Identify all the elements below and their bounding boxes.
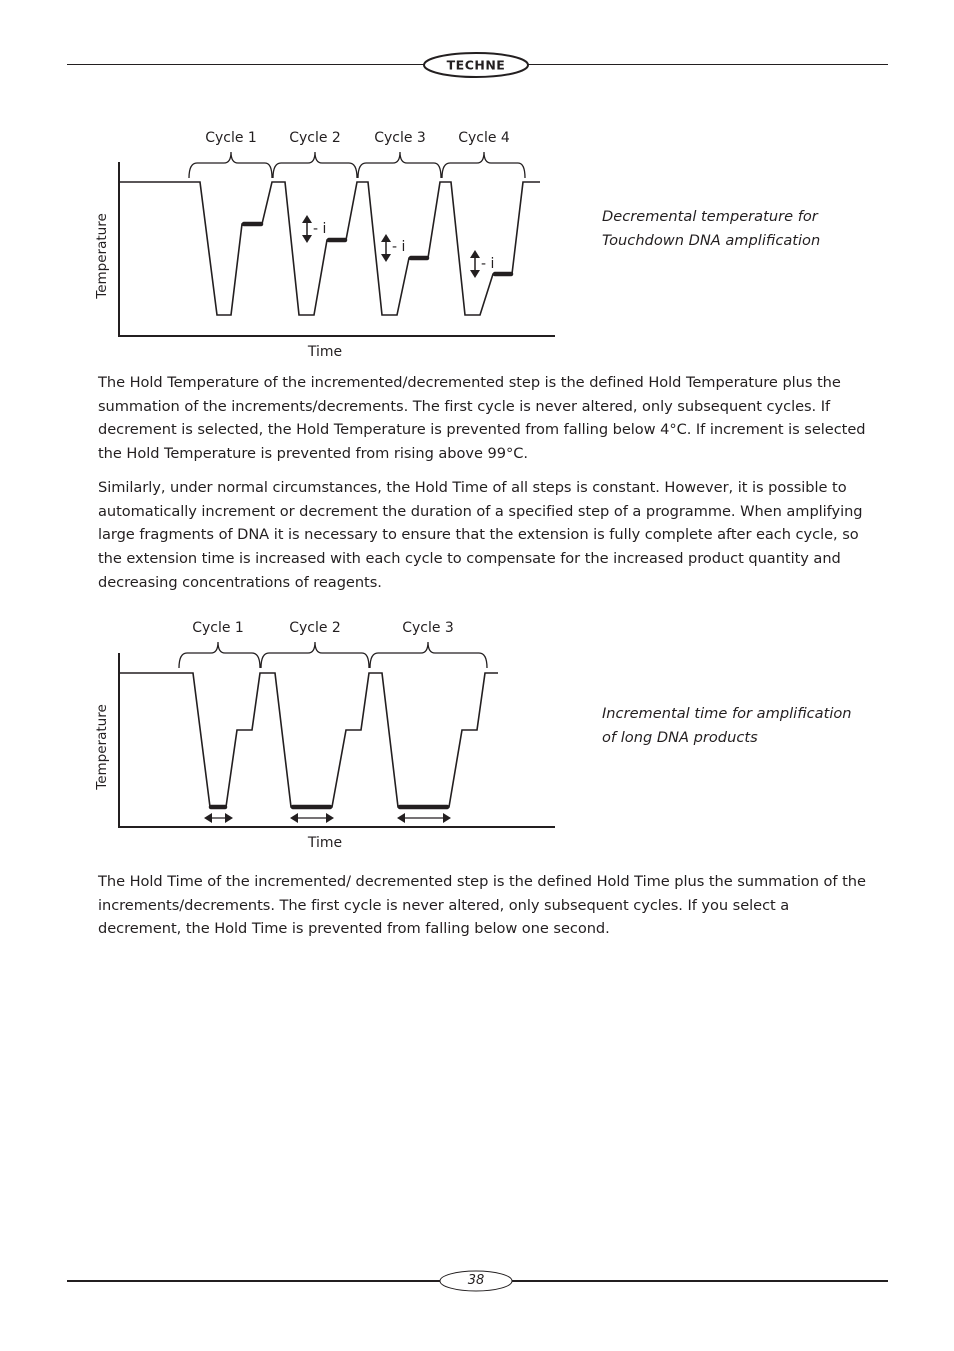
- paragraph: The Hold Time of the incremented/ decremented step is the defined Hold Time plus the summation of the increments/decrements. The first cycle is never altered, only subsequent cycles. If you select a decrement, the Hold Time is prevented from falling below one second.: [98, 873, 866, 938]
- double-arrow-icon: [381, 234, 391, 262]
- y-axis-label: Temperature: [94, 704, 110, 790]
- cycle-braces: [189, 152, 525, 178]
- double-arrow-icon: [302, 215, 312, 243]
- cycle-braces: [179, 642, 487, 668]
- caption-line: Decremental temperature for: [602, 208, 818, 225]
- axes: [118, 162, 555, 336]
- horizontal-double-arrow-icon: [290, 813, 334, 823]
- paragraph: The Hold Temperature of the incremented/decremented step is the defined Hold Temperature plus the summation of the increments/decrements. The first cycle is never altered, only subsequent cycles. If decrement is selected, the Hold Temperature is prevented from falling below 4°C. If increment is selected the Hold Temperature is prevented from rising above 99°C.: [98, 374, 866, 463]
- cycle-label: Cycle 2: [289, 130, 341, 146]
- caption-line: of long DNA products: [602, 729, 758, 746]
- x-axis-label: Time: [307, 835, 343, 851]
- figure-time-increment: [0, 600, 954, 900]
- delta-label: - i: [481, 256, 495, 272]
- caption-line: Touchdown DNA amplification: [602, 232, 821, 249]
- cycle-labels: [205, 130, 510, 146]
- cycle-label: Cycle 4: [458, 130, 510, 146]
- delta-label: - i: [313, 221, 327, 237]
- delta-labels: [313, 221, 494, 272]
- time-increment-arrows: [204, 813, 451, 823]
- cycle-label: Cycle 1: [192, 620, 244, 636]
- delta-label: - i: [392, 239, 406, 255]
- paragraph: Similarly, under normal circumstances, the Hold Time of all steps is constant. However, it is possible to automatically increment or decrement the duration of a specified step of a programme. When amplifying large fragments of DNA it is necessary to ensure that the extension is fully complete after each cycle, so the extension time is increased with each cycle to compensate for the increased product quantity and decreasing concentrations of reagents.: [98, 479, 863, 591]
- figure1-caption: [602, 205, 902, 253]
- cycle-label: Cycle 2: [289, 620, 341, 636]
- cycle-label: Cycle 3: [374, 130, 426, 146]
- page-number: 38: [467, 1273, 485, 1288]
- horizontal-double-arrow-icon: [204, 813, 233, 823]
- cycle-label: Cycle 1: [205, 130, 257, 146]
- brand-text: TECHNE: [446, 57, 506, 73]
- figure2-caption: [602, 702, 902, 750]
- cycle-labels: [192, 620, 454, 636]
- double-arrow-icon: [470, 250, 480, 278]
- x-axis-label: Time: [307, 344, 343, 360]
- y-axis-label: Temperature: [94, 213, 110, 299]
- axes: [118, 653, 555, 827]
- horizontal-double-arrow-icon: [397, 813, 451, 823]
- decrement-arrows: [302, 215, 480, 278]
- cycle-label: Cycle 3: [402, 620, 454, 636]
- temperature-profile: [119, 182, 540, 315]
- temperature-profile: [119, 673, 498, 807]
- figure-temperature-decrement: [0, 0, 954, 380]
- caption-line: Incremental time for amplification: [602, 705, 852, 722]
